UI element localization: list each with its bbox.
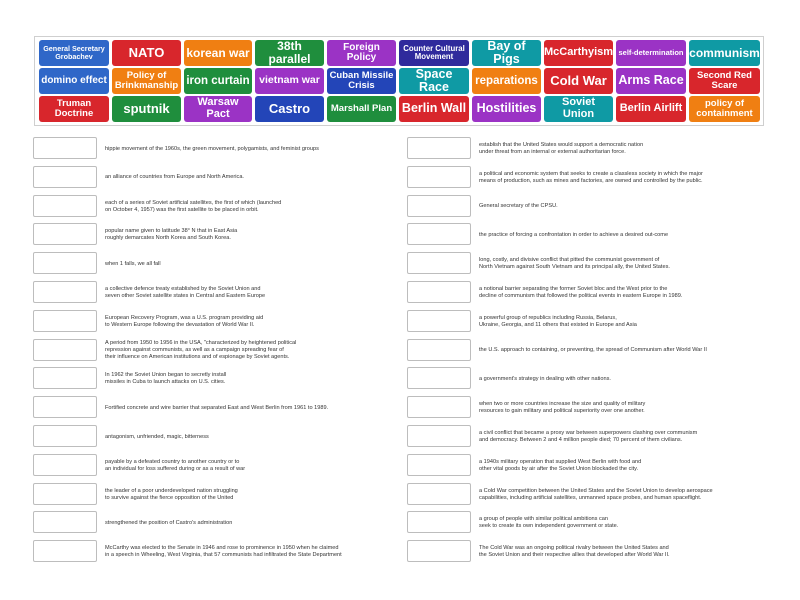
definition-text: strengthened the position of Castro's administration [105,519,233,526]
definition-text: a collective defence treaty established by the Soviet Union and seven other Soviet satellite states in Central and Eastern Europe [105,286,266,299]
definition-row [407,454,777,476]
tile-communism[interactable]: communism [689,40,760,66]
definition-row [407,310,777,332]
answer-drop-box[interactable] [33,339,97,361]
definition-row [33,367,403,389]
tile-marshall-plan[interactable]: Marshall Plan [327,96,396,122]
tile-policy-of-brinkmanship[interactable]: Policy of Brinkmanship [112,68,181,94]
definition-text: the U.S. approach to containing, or preventing, the spread of Communism after World War II [479,347,707,354]
answer-drop-box[interactable] [33,310,97,332]
answer-drop-box[interactable] [407,540,471,562]
definition-row [33,540,403,562]
definition-text: establish that the United States would support a democratic nation under threat from an internal or external authoritarian force. [479,142,644,155]
tile-bay-of-pigs[interactable]: Bay of Pigs [472,40,541,66]
tile-general-secretary-grobachev[interactable]: General Secretary Grobachev [39,40,109,66]
answer-drop-box[interactable] [407,483,471,505]
definition-row [33,454,403,476]
answer-drop-box[interactable] [407,425,471,447]
answer-drop-box[interactable] [33,454,97,476]
definition-row [407,252,777,274]
definition-text: an alliance of countries from Europe and North America. [105,174,244,181]
definition-text: McCarthy was elected to the Senate in 1946 and rose to prominence in 1950 when he claimed in a speech in Wheeling, West Virginia, that 57 communists had infiltrated the State Department [105,545,342,559]
answer-drop-box[interactable] [33,396,97,418]
definition-row [407,339,777,361]
definition-text: the practice of forcing a confrontation in order to achieve a desired out-come [479,231,669,238]
definition-row [407,483,777,505]
definition-text: a political and economic system that seeks to create a classless society in which the major means of production, such as mines and factories, are owned and controlled by the public. [479,170,703,184]
definition-row [407,511,777,533]
answer-drop-box[interactable] [407,310,471,332]
tile-nato[interactable]: NATO [112,40,181,66]
tile-sputnik[interactable]: sputnik [112,96,181,122]
definition-row [407,425,777,447]
definition-row [33,195,403,217]
definition-row [407,367,777,389]
definition-text: a notional barrier separating the former Soviet bloc and the West prior to the decline of communism that followed the political events in eastern Europe in 1989. [479,286,683,299]
definition-row [407,166,777,188]
answer-drop-box[interactable] [33,540,97,562]
answer-drop-box[interactable] [407,396,471,418]
definition-text: The Cold War was an ongoing political rivalry between the United States and the Soviet Union and their respective allies that developed after World War II. [479,545,670,559]
definition-text: long, costly, and divisive conflict that pitted the communist government of North Vietnam against South Vietnam and its principal ally, the United States. [479,257,670,271]
answer-drop-box[interactable] [33,281,97,303]
tile-domino-effect[interactable]: domino effect [39,68,109,94]
answer-drop-box[interactable] [33,511,97,533]
answer-drop-box[interactable] [33,252,97,274]
answer-drop-box[interactable] [33,367,97,389]
tile-space-race[interactable]: Space Race [399,68,469,94]
definition-row [33,281,403,303]
answer-drop-box[interactable] [407,367,471,389]
definition-text: popular name given to latitude 38° N that in East Asia roughly demarcates North Korea and South Korea. [105,228,238,242]
tile-cuban-missile-crisis[interactable]: Cuban Missile Crisis [327,68,396,94]
definition-text: when 1 falls, we all fall [105,260,161,267]
definition-text: a 1940s military operation that supplied West Berlin with food and other vital goods by air after the Soviet Union blockaded the city. [479,458,642,472]
definition-row [407,540,777,562]
tile-berlin-airlift[interactable]: Berlin Airlift [616,96,686,122]
tile-mccarthyism[interactable]: McCarthyism [544,40,613,66]
answer-drop-box[interactable] [33,223,97,245]
tile-iron-curtain[interactable]: iron curtain [184,68,252,94]
definition-text: when two or more countries increase the size and quality of military resources to gain military and political superiority over one another. [479,401,646,415]
tile-38th-parallel[interactable]: 38th parallel [255,40,324,66]
answer-drop-box[interactable] [407,454,471,476]
answer-drop-box[interactable] [407,166,471,188]
definition-row [33,252,403,274]
definition-text: European Recovery Program, was a U.S. program providing aid to Western Europe following the devastation of World War II. [105,314,264,328]
definition-text: Fortified concrete and wire barrier that separated East and West Berlin from 1961 to 1989. [105,404,329,411]
tile-warsaw-pact[interactable]: Warsaw Pact [184,96,252,122]
tile-policy-of-containment[interactable]: policy of containment [689,96,760,122]
definition-text: a group of people with similar political ambitions can seek to create its own independent government or state. [479,516,619,530]
tile-reparations[interactable]: reparations [472,68,541,94]
answer-drop-box[interactable] [33,483,97,505]
definition-text: payable by a defeated country to another country or to an individual for loss suffered during or as a result of war [105,458,246,472]
definition-row [33,425,403,447]
definition-text: A period from 1950 to 1956 in the USA, "characterized by heightened political repression against communists, as well as a campaign spreading fear of their influence on American institutions and of espionage by Soviet agents. [105,340,297,361]
definition-text: a powerful group of republics including Russia, Belarus, Ukraine, Georgia, and 11 others that existed in Europe and Asia [479,314,637,328]
definition-row [33,310,403,332]
tile-cold-war[interactable]: Cold War [544,68,613,94]
definition-row [33,396,403,418]
tile-castro[interactable]: Castro [255,96,324,122]
definition-row [33,166,403,188]
tile-hostilities[interactable]: Hostilities [472,96,541,122]
definition-text: the leader of a poor underdeveloped nation struggling to survive against the fierce opposition of the United [105,487,238,501]
definition-row [407,223,777,245]
definition-text: a Cold War competition between the United States and the Soviet Union to develop aerospace capabilities, including artificial satellites, unmanned space probes, and human spaceflight. [479,487,713,501]
definition-row [33,511,403,533]
tile-soviet-union[interactable]: Soviet Union [544,96,613,122]
definition-row [407,281,777,303]
definition-row [407,195,777,217]
tile-second-red-scare[interactable]: Second Red Scare [689,68,760,94]
definition-row [407,137,777,159]
definition-row [33,223,403,245]
tile-self-determination[interactable]: self-determination [616,40,686,66]
answer-drop-box[interactable] [407,339,471,361]
answer-drop-box[interactable] [407,281,471,303]
definition-row [33,137,403,159]
answer-drop-box[interactable] [407,195,471,217]
word-bank [34,36,764,126]
answer-drop-box[interactable] [33,166,97,188]
answer-drop-box[interactable] [407,252,471,274]
tile-vietnam-war[interactable]: vietnam war [255,68,324,94]
definition-text: a civil conflict that became a proxy war between superpowers clashing over communism and democracy. Between 2 and 4 million people died; 70 percent of them civilians. [479,430,698,443]
tile-foreign-policy[interactable]: Foreign Policy [327,40,396,66]
answer-drop-box[interactable] [33,425,97,447]
definition-text: antagonism, unfriended, magic, bitterness [105,433,209,440]
tile-korean-war[interactable]: korean war [184,40,252,66]
definition-text: General secretary of the CPSU. [479,203,558,210]
answer-drop-box[interactable] [407,223,471,245]
definition-text: each of a series of Soviet artificial satellites, the first of which (launched on October 4, 1957) was the first satellite to be placed in orbit. [105,199,282,213]
definition-row [33,483,403,505]
tile-arms-race[interactable]: Arms Race [616,68,686,94]
answer-drop-box[interactable] [407,137,471,159]
answer-drop-box[interactable] [33,195,97,217]
definition-text: a government's strategy in dealing with other nations. [479,375,611,382]
tile-counter-cultural-movement[interactable]: Counter Cultural Movement [399,40,469,66]
definition-text: hippie movement of the 1960s, the green movement, polygamists, and feminist groups [105,145,319,152]
tile-berlin-wall[interactable]: Berlin Wall [399,96,469,122]
answer-drop-box[interactable] [33,137,97,159]
definition-text: In 1962 the Soviet Union began to secretly install missiles in Cuba to launch attacks on U.S. cities. [105,372,227,386]
definition-row [407,396,777,418]
definition-row [33,339,403,361]
answer-drop-box[interactable] [407,511,471,533]
tile-truman-doctrine[interactable]: Truman Doctrine [39,96,109,122]
